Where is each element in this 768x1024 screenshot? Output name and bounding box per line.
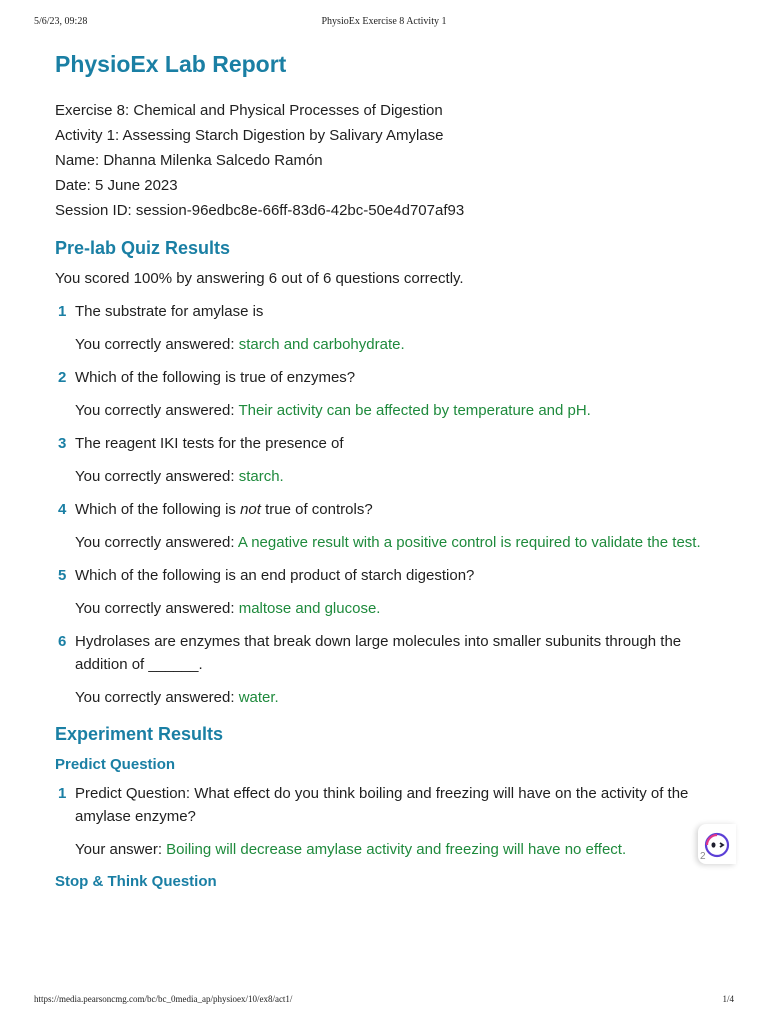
exercise-line: Exercise 8: Chemical and Physical Processes of Digestion <box>55 102 443 119</box>
print-timestamp: 5/6/23, 09:28 <box>34 16 88 27</box>
answer-value: starch. <box>238 468 284 485</box>
question-answer <box>75 686 735 709</box>
answer-prefix: You correctly answered: <box>75 689 239 706</box>
chat-badge: 2 <box>700 851 706 862</box>
question-text: Which of the following is true of enzymes? <box>75 369 356 386</box>
question-text-end: true of controls? <box>260 501 373 518</box>
predict-question <box>55 782 735 861</box>
report-title: PhysioEx Lab Report <box>55 51 287 77</box>
question-number: 3 <box>58 435 67 452</box>
prelab-heading: Pre-lab Quiz Results <box>55 238 231 258</box>
question-answer <box>75 333 735 356</box>
answer-value: Boiling will decrease amylase activity and freezing will have no effect. <box>166 841 627 858</box>
question-answer <box>75 465 735 488</box>
quiz-question <box>55 300 735 356</box>
question-text: Which of the following is an end product of starch digestion? <box>75 567 475 584</box>
answer-value: A negative result with a positive control is required to validate the test. <box>237 534 701 551</box>
answer-prefix: You correctly answered: <box>75 468 239 485</box>
session-id: Session ID: session-96edbc8e-66ff-83d6-42bc-50e4d707af93 <box>55 202 465 219</box>
answer-prefix: You correctly answered: <box>75 402 239 419</box>
question-answer <box>75 838 735 861</box>
question-number: 6 <box>58 633 67 650</box>
quiz-question <box>55 498 735 554</box>
quiz-question <box>55 432 735 488</box>
answer-value: maltose and glucose. <box>238 600 381 617</box>
question-text: Predict Question: What effect do you think boiling and freezing will have on the activity of the amylase enzyme? <box>75 785 689 825</box>
experiment-heading: Experiment Results <box>55 724 224 744</box>
question-text: The substrate for amylase is <box>75 303 264 320</box>
student-name: Name: Dhanna Milenka Salcedo Ramón <box>55 152 323 169</box>
quiz-question <box>55 564 735 620</box>
question-text-start: Which of the following is <box>75 501 241 518</box>
answer-value: Their activity can be affected by temperature and pH. <box>238 402 591 419</box>
question-text <box>75 498 735 521</box>
stop-think-heading: Stop & Think Question <box>55 873 217 890</box>
answer-value: water. <box>238 689 279 706</box>
print-footer <box>34 994 734 1008</box>
report-meta <box>55 98 735 223</box>
question-text: The reagent IKI tests for the presence of <box>75 435 344 452</box>
question-answer <box>75 597 735 620</box>
footer-url: https://media.pearsoncmg.com/bc/bc_0media_ap/physioex/10/ex8/act1/ <box>34 994 293 1004</box>
answer-prefix: You correctly answered: <box>75 534 238 551</box>
quiz-question <box>55 630 735 709</box>
question-emphasis: not <box>240 501 261 518</box>
answer-prefix: You correctly answered: <box>75 336 239 353</box>
activity-line: Activity 1: Assessing Starch Digestion by Salivary Amylase <box>55 127 444 144</box>
question-answer <box>75 399 735 422</box>
answer-prefix: Your answer: <box>75 841 167 858</box>
answer-value: starch and carbohydrate. <box>238 336 405 353</box>
question-text: Hydrolases are enzymes that break down large molecules into smaller subunits through the addition of ______. <box>75 633 682 673</box>
print-page-title: PhysioEx Exercise 8 Activity 1 <box>321 16 447 27</box>
question-number: 2 <box>58 369 67 386</box>
question-answer <box>75 531 735 554</box>
question-number: 1 <box>58 785 67 802</box>
answer-prefix: You correctly answered: <box>75 600 239 617</box>
lab-report <box>55 50 735 899</box>
quiz-question <box>55 366 735 422</box>
page-number: 1/4 <box>722 994 734 1004</box>
predict-heading: Predict Question <box>55 756 176 773</box>
quiz-score: You scored 100% by answering 6 out of 6 questions correctly. <box>55 270 464 287</box>
question-number: 1 <box>58 303 67 320</box>
report-date: Date: 5 June 2023 <box>55 177 178 194</box>
print-header <box>34 16 734 30</box>
question-number: 4 <box>58 501 67 518</box>
question-number: 5 <box>58 567 67 584</box>
